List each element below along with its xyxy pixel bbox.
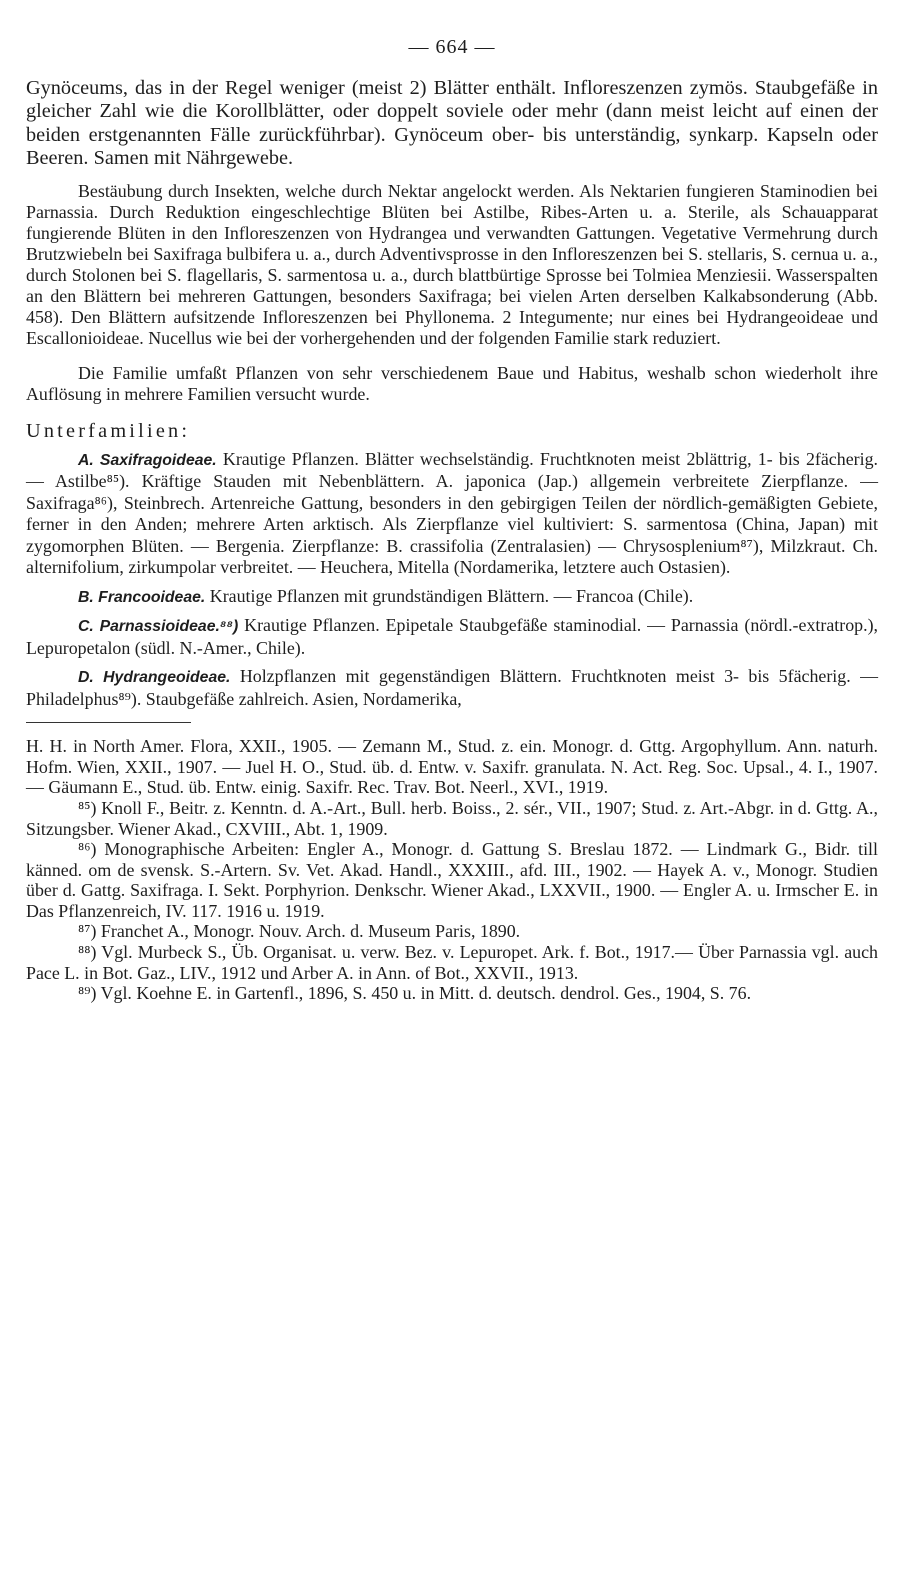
- subfamily-d: [26, 666, 878, 710]
- subfamily-a-text: Krautige Pflanzen. Blätter wechselständig. Fruchtknoten meist 2blättrig, 1- bis 2fächerig. — Astilbe⁸⁵). Kräftige Stauden mit Nebenblättern. A. japonica (Jap.) allgemein verbreitete Zierpflanze. — Saxifraga⁸⁶), Steinbrech. Artenreiche Gattung, besonders in den gebirgigen Teilen der nördlich-gemäßigten Gebiete, ferner in den Anden; mehrere Arten arktisch. Als Zierpflanze viel kultiviert: S. sarmentosa (China, Japan) mit zygomorphen Blüten. — Bergenia. Zierpflanze: B. crassifolia (Zentralasien) — Chrysosplenium⁸⁷), Milzkraut. Ch. alternifolium, zirkumpolar verbreitet. — Heuchera, Mitella (Nordamerika, letztere auch Ostasien).: [26, 448, 878, 578]
- subfamily-a-name: A. Saxifragoideae.: [78, 451, 217, 469]
- subfamily-a: [26, 449, 878, 579]
- footnote-87: ⁸⁷) Franchet A., Monogr. Nouv. Arch. d. Museum Paris, 1890.: [78, 921, 521, 942]
- body-paragraph-family: Die Familie umfaßt Pflanzen von sehr verschiedenem Baue und Habitus, weshalb schon wiederholt ihre Auflösung in mehrere Familien versucht wurde.: [26, 362, 878, 404]
- body-paragraph-pollination: Bestäubung durch Insekten, welche durch Nektar angelockt werden. Als Nektarien fungieren Staminodien bei Parnassia. Durch Reduktion eingeschlechtige Blüten bei Astilbe, Ribes-Arten u. a. Sterile, als Schauapparat fungierende Blüten in den Infloreszenzen von Hydrangea und verwandten Gattungen. Vegetative Vermehrung durch Brutzwiebeln bei Saxifraga bulbifera u. a., durch Adventivsprosse in den Infloreszenzen bei S. stellaris, S. cernua u. a., durch Stolonen bei S. flagellaris, S. sarmentosa u. a., durch blattbürtige Sprosse bei Tolmiea Menziesii. Wasserspalten an den Blättern bei mehreren Gattungen, besonders Saxifraga; bei vielen Arten derselben Kalkabsonderung (Abb. 458). Den Blättern aufsitzende Infloreszenzen bei Phyllonema. 2 Integumente; nur eines bei Hydrangeoideae und Escallonioideae. Nucellus wie bei der vorhergehenden und der folgenden Familie stark reduziert.: [26, 180, 878, 348]
- body-paragraph-description: Gynöceums, das in der Regel weniger (meist 2) Blätter enthält. Infloreszenzen zymös. Staubgefäße in gleicher Zahl wie die Korollblätter, oder doppelt soviele oder mehr (dann meist leicht auf einen der beiden erstgenannten Fälle zurückführbar). Gynöceum ober- bis unterständig, synkarp. Kapseln oder Beeren. Samen mit Nährgewebe.: [26, 77, 878, 170]
- footnote-divider: [26, 722, 191, 723]
- subfamily-d-name: D. Hydrangeoideae.: [78, 669, 231, 687]
- subfamilies-heading: Unterfamilien:: [26, 419, 191, 442]
- subfamily-b-text: Krautige Pflanzen mit grundständigen Blättern. — Francoa (Chile).: [209, 585, 694, 606]
- subfamily-c: [26, 615, 878, 659]
- subfamily-b: [26, 586, 878, 609]
- subfamily-b-name: B. Francooideae.: [78, 588, 206, 606]
- subfamily-c-text: Krautige Pflanzen. Epipetale Staubgefäße staminodial. — Parnassia (nördl.-extratrop.), Lepuropetalon (südl. N.-Amer., Chile).: [26, 615, 878, 658]
- page-number: — 664 —: [408, 36, 496, 58]
- book-page: [26, 36, 878, 1004]
- subfamily-d-text: Holzpflanzen mit gegenständigen Blättern. Fruchtknoten meist 3- bis 5fächerig. — Philadelphus⁸⁹). Staubgefäße zahlreich. Asien, Nordamerika,: [26, 666, 878, 709]
- footnote-85: ⁸⁵) Knoll F., Beitr. z. Kenntn. d. A.-Art., Bull. herb. Boiss., 2. sér., VII., 1907; Stud. z. Art.-Abgr. in d. Gttg. A., Sitzungsber. Wiener Akad., CXVIII., Abt. 1, 1909.: [26, 797, 878, 839]
- footnote-continuation: H. H. in North Amer. Flora, XXII., 1905. — Zemann M., Stud. z. ein. Monogr. d. Gttg. Argophyllum. Ann. naturh. Hofm. Wien, XXII., 1907. — Juel H. O., Stud. üb. d. Entw. v. Saxifr. granulata. N. Act. Reg. Soc. Upsal., 4. I., 1907. — Gäumann E., Stud. üb. Entw. einig. Saxifr. Rec. Trav. Bot. Neerl., XVI., 1919.: [26, 736, 878, 798]
- subfamily-c-name: C. Parnassioideae.⁸⁸): [78, 618, 239, 636]
- footnote-88: ⁸⁸) Vgl. Murbeck S., Üb. Organisat. u. verw. Bez. v. Lepuropet. Ark. f. Bot., 1917.— Über Parnassia vgl. auch Pace L. in Bot. Gaz., LIV., 1912 und Arber A. in Ann. of Bot., XXVII., 1913.: [26, 942, 878, 983]
- footnote-86: ⁸⁶) Monographische Arbeiten: Engler A., Monogr. d. Gattung S. Breslau 1872. — Lindmark G., Bidr. till känned. om de svensk. S.-Artern. Sv. Vet. Akad. Handl., XXXIII., afd. III., 1902. — Hayek A. v., Monogr. Studien über d. Gattg. Saxifraga. I. Sekt. Porphyrion. Denkschr. Wiener Akad., LXXVII., 1900. — Engler A. u. Irmscher E. in Das Pflanzenreich, IV. 117. 1916 u. 1919.: [26, 839, 878, 921]
- footnote-89: ⁸⁹) Vgl. Koehne E. in Gartenfl., 1896, S. 450 u. in Mitt. d. deutsch. dendrol. Ges., 1904, S. 76.: [78, 983, 752, 1004]
